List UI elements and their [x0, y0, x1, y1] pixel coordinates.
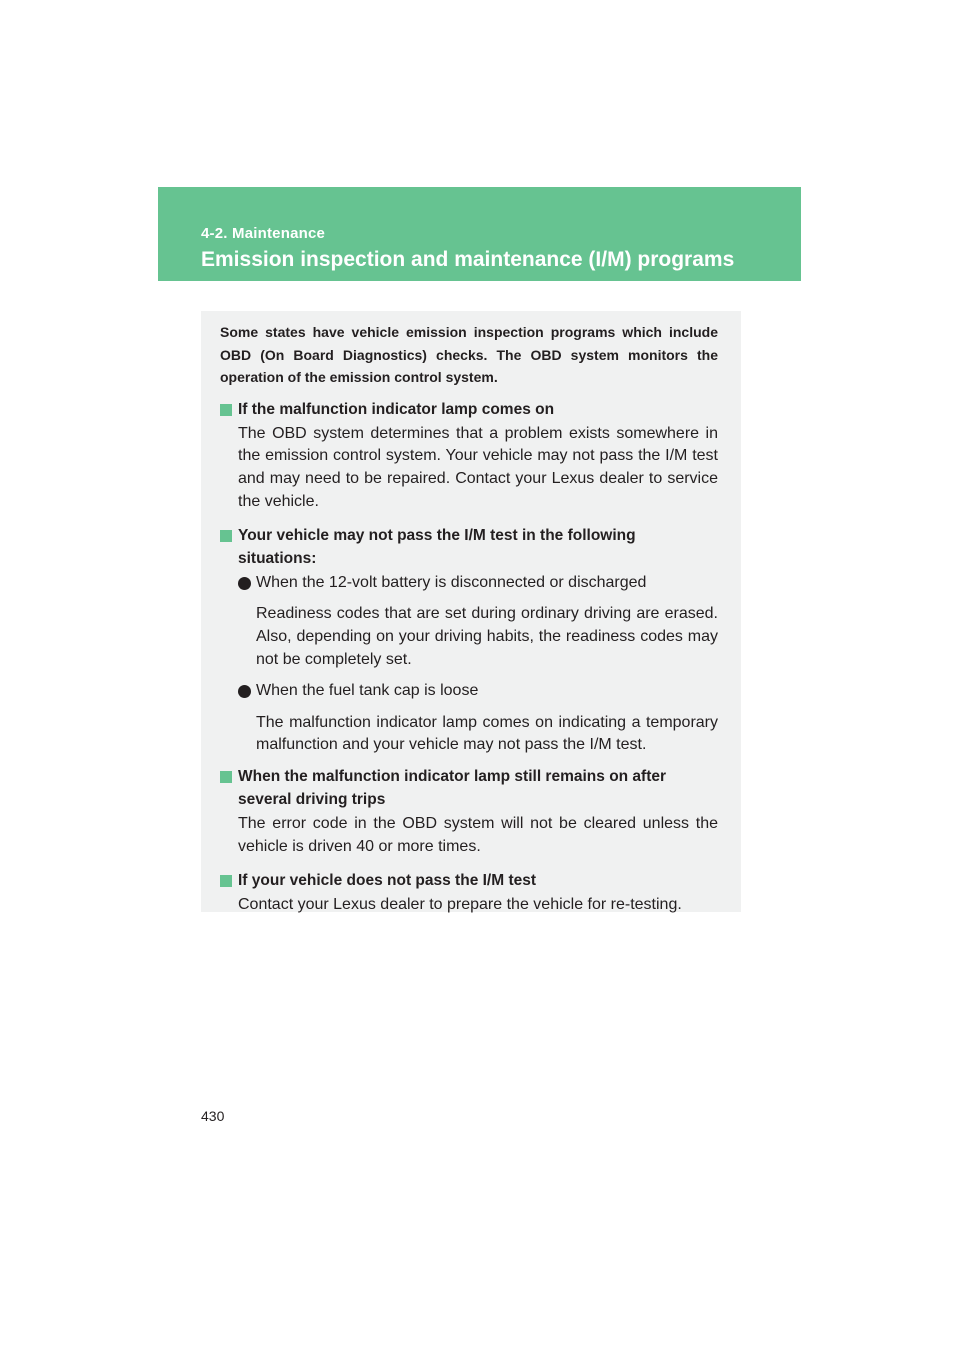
subheading-text: When the malfunction indicator lamp still remains on after several driving trips	[238, 768, 667, 809]
section-header	[158, 187, 801, 281]
page-title: Emission inspection and maintenance (I/M) programs	[201, 248, 735, 271]
subheading	[220, 765, 718, 811]
square-bullet-icon	[220, 530, 232, 542]
paragraph: Contact your Lexus dealer to prepare the vehicle for re-testing.	[238, 895, 682, 913]
bullet-item	[220, 680, 718, 703]
content-panel	[201, 311, 741, 912]
circle-bullet-icon	[238, 577, 251, 590]
square-bullet-icon	[220, 404, 232, 416]
bullet-detail: Readiness codes that are set during ordinary driving are erased. Also, depending on your driving habits, the readiness codes may not be completely set.	[256, 605, 718, 669]
page-number: 430	[201, 1108, 225, 1124]
bullet-detail: The malfunction indicator lamp comes on indicating a temporary malfunction and your vehicle may not pass the I/M test.	[256, 713, 718, 754]
subheading-text: If the malfunction indicator lamp comes on	[238, 400, 555, 418]
subheading-text: If your vehicle does not pass the I/M test	[238, 871, 537, 889]
subheading-text: Your vehicle may not pass the I/M test in the following situations:	[238, 526, 636, 567]
subheading	[220, 524, 718, 570]
paragraph: The OBD system determines that a problem exists somewhere in the emission control system. Your vehicle may not pass the I/M test and may need to be repaired. Contact your Lexus dealer to service the vehicle.	[238, 424, 718, 510]
circle-bullet-icon	[238, 685, 251, 698]
bullet-label: When the 12-volt battery is disconnected or discharged	[256, 573, 647, 591]
subheading	[220, 869, 718, 892]
paragraph: The error code in the OBD system will not be cleared unless the vehicle is driven 40 or more times.	[238, 815, 718, 856]
bullet-item	[220, 572, 718, 595]
square-bullet-icon	[220, 875, 232, 887]
bullet-label: When the fuel tank cap is loose	[256, 681, 479, 699]
section-label: 4-2. Maintenance	[201, 225, 326, 242]
intro-text: Some states have vehicle emission inspection programs which include OBD (On Board Diagnostics) checks. The OBD system monitors the operation of the emission control system.	[220, 324, 718, 385]
square-bullet-icon	[220, 771, 232, 783]
subheading	[220, 398, 718, 421]
